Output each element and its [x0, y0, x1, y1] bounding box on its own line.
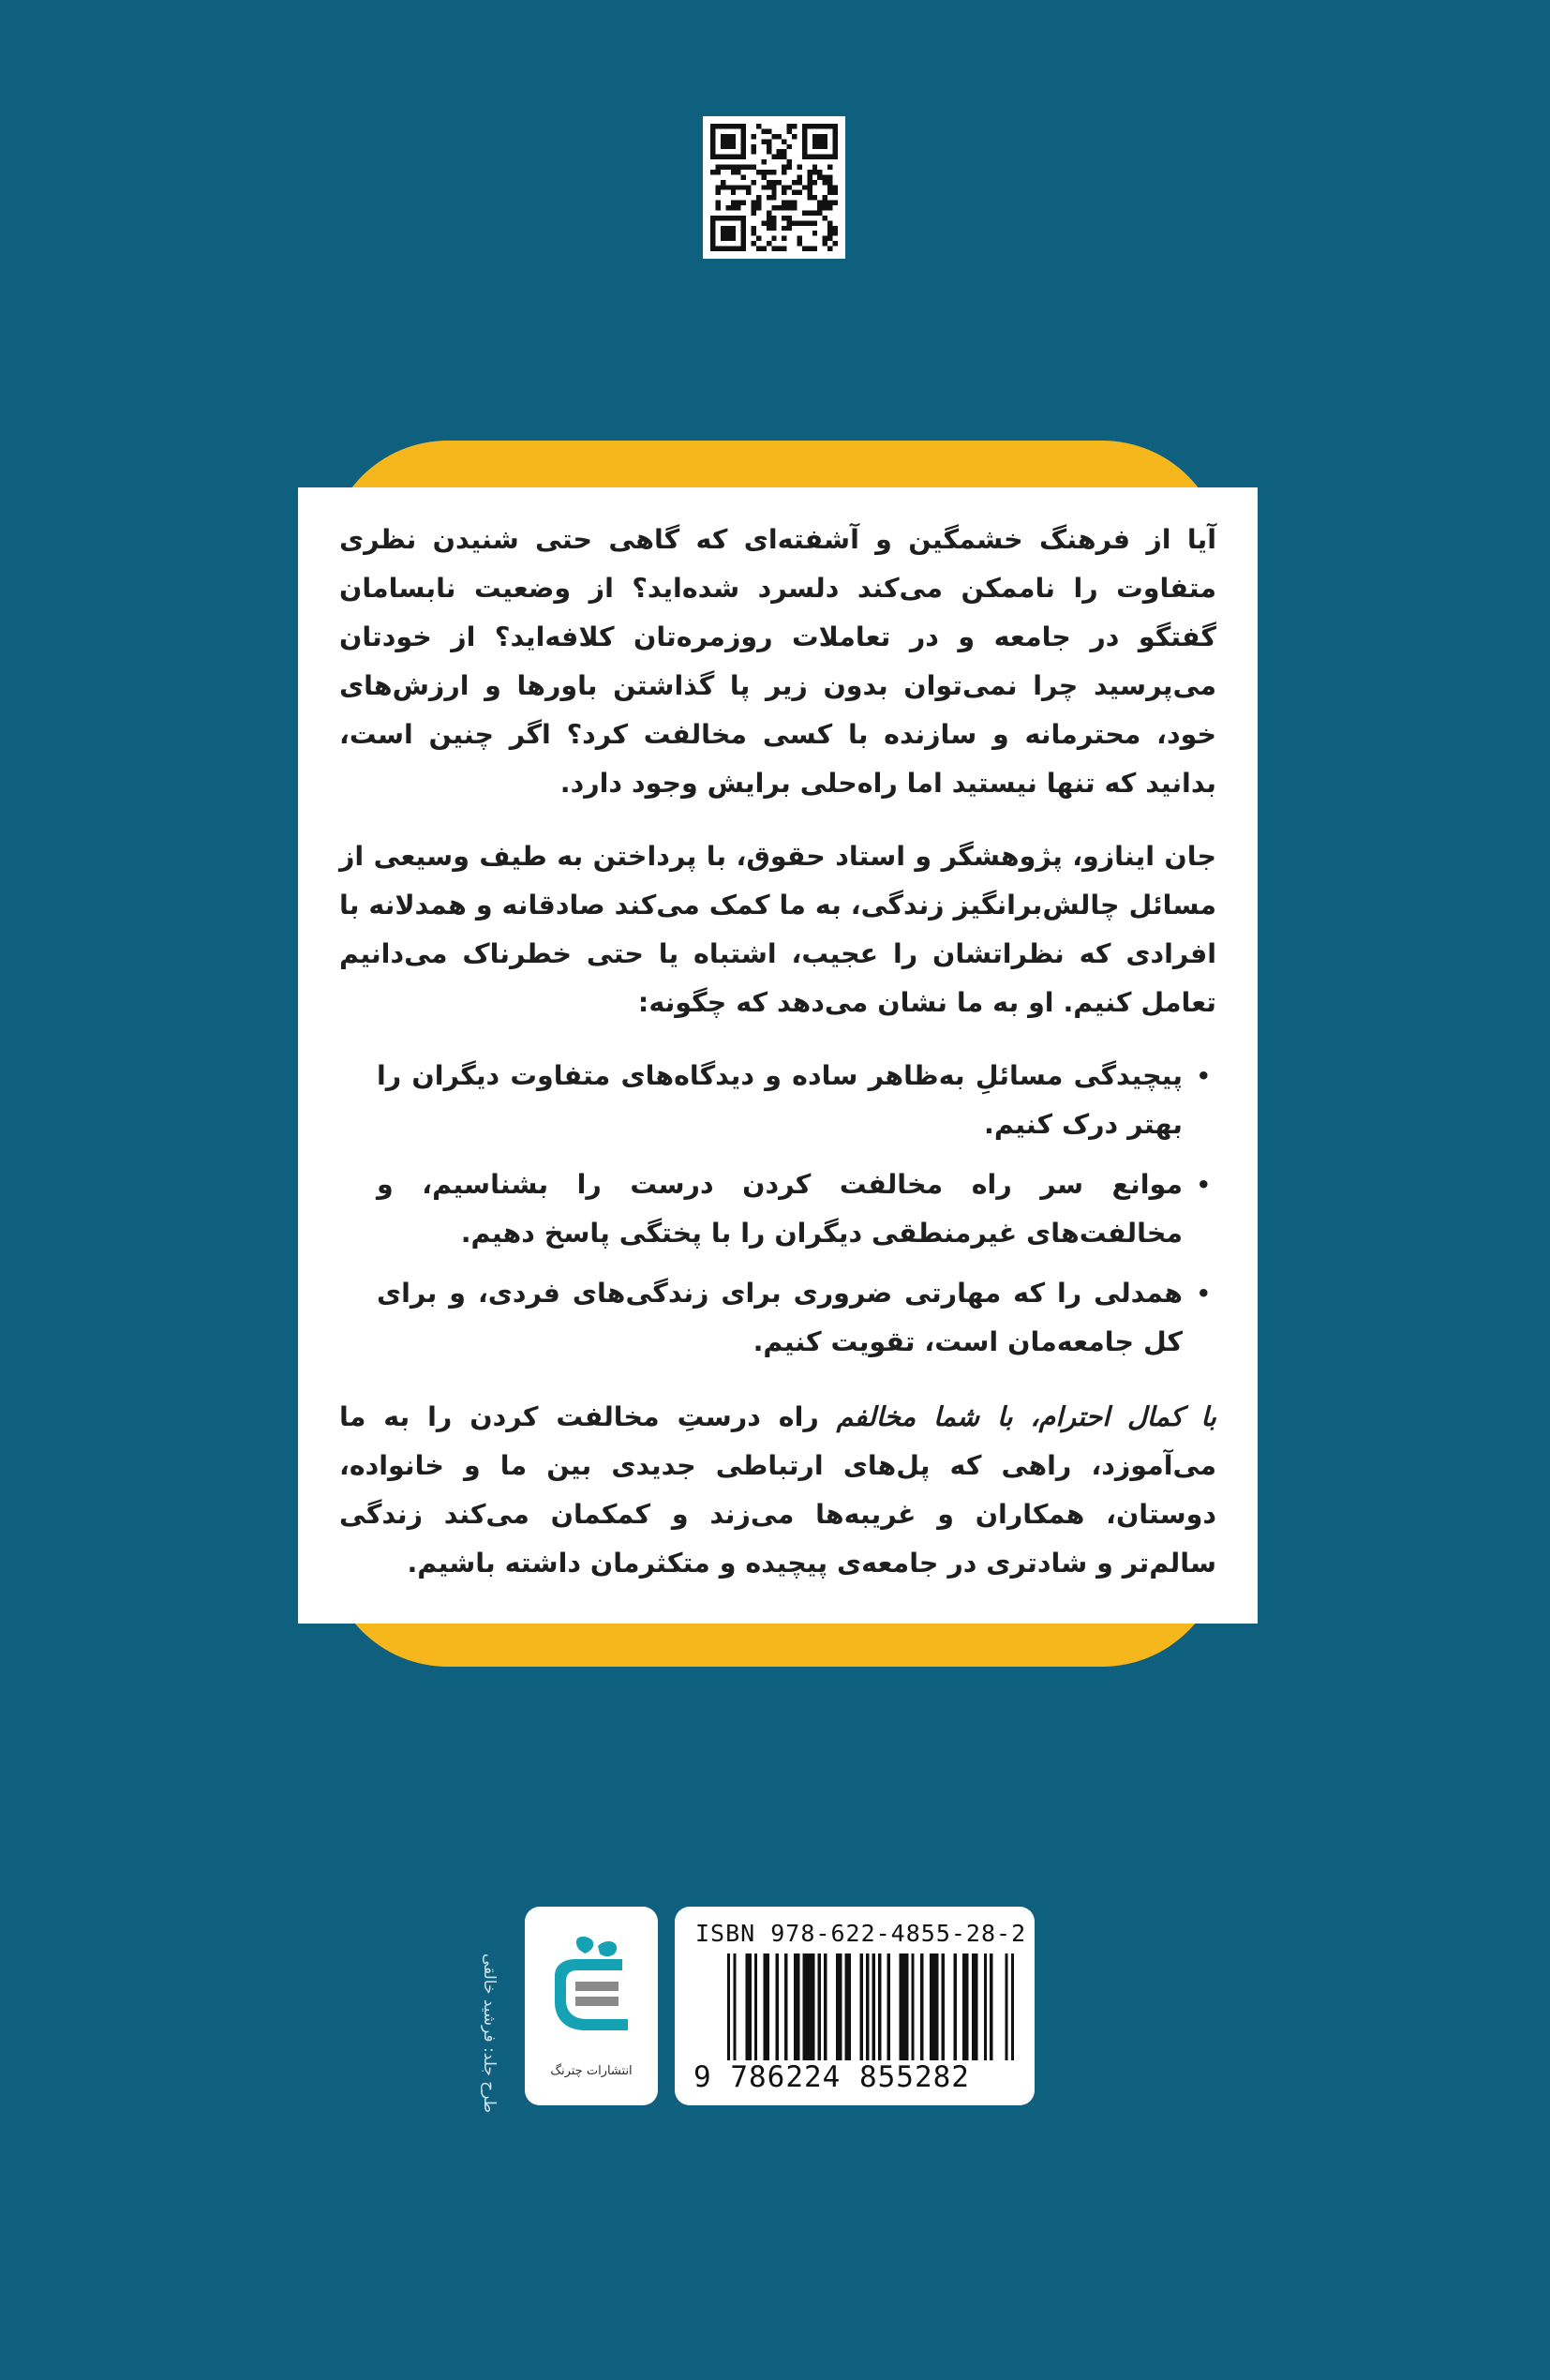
benefit-list — [339, 1052, 1216, 1367]
book-title-inline: با کمال احترام، با شما مخالفم — [836, 1401, 1216, 1432]
cover-design-credit-text: طرح جلد: فرشید خالقی — [480, 1953, 499, 2114]
description-paragraph-3 — [339, 1393, 1216, 1588]
description-paragraph-1: آیا از فرهنگ خشمگین و آشفته‌ای که گاهی حتی شنیدن نظری متفاوت را ناممکن می‌کند دلسرد شده‌اید؟ از وضعیت نابسامان گفتگو در جامعه و در تعاملات روزمره‌تان کلافه‌اید؟ از خودتان می‌پرسید چرا نمی‌توان بدون زیر پا گذاشتن باورها و ارزش‌های خود، محترمانه و سازنده با کسی مخالفت کرد؟ اگر چنین است، بدانید که تنها نیستید اما راه‌حلی برایش وجود دارد. — [339, 524, 1216, 799]
bullet-icon: • — [1196, 1063, 1211, 1089]
qr-code-icon — [710, 124, 838, 251]
bullet-icon: • — [1196, 1172, 1211, 1198]
publisher-logo-box — [525, 1907, 658, 2105]
barcode-icon — [727, 1953, 1014, 2060]
list-item: • موانع سر راه مخالفت کردن درست را بشناسیم، و مخالفت‌های غیرمنطقی دیگران را با پختگی پاسخ دهیم. — [339, 1160, 1216, 1258]
list-item: • همدلی را که مهارتی ضروری برای زندگی‌های فردی، و برای کل جامعه‌مان است، تقویت کنیم. — [339, 1269, 1216, 1367]
publisher-name: انتشارات چترنگ — [550, 2064, 633, 2078]
cover-design-credit — [478, 1925, 500, 2141]
publisher-logo-icon — [542, 1933, 641, 2045]
publisher-barcode-row — [525, 1907, 1035, 2105]
description-card — [298, 487, 1258, 1624]
list-item: • پیچیدگی مسائلِ به‌ظاهر ساده و دیدگاه‌های متفاوت دیگران را بهتر درک کنیم. — [339, 1052, 1216, 1149]
description-paragraph-2: جان اینازو، پژوهشگر و استاد حقوق، با پرداختن به طیف وسیعی از مسائل چالش‌برانگیز زندگی، به ما کمک می‌کند صادقانه و همدلانه با افرادی که نظراتشان را عجیب، اشتباه یا حتی خطرناک می‌دانیم تعامل کنیم. او به ما نشان می‌دهد که چگونه: — [339, 841, 1216, 1018]
bullet-icon: • — [1196, 1280, 1211, 1307]
barcode-digits: 9 786224 855282 — [693, 2060, 970, 2094]
qr-code — [703, 116, 845, 259]
isbn-barcode-box — [675, 1907, 1035, 2105]
isbn-label: ISBN 978-622-4855-28-2 — [695, 1920, 1027, 1947]
paragraph-3-text: راه درستِ مخالفت کردن را به ما می‌آموزد، راهی که پل‌های ارتباطی جدیدی بین ما و خانواده، دوستان، همکاران و غریبه‌ها می‌زند و کمکمان می‌کند زندگی سالم‌تر و شادتری در جامعه‌ی پیچیده و متکثرمان داشته باشیم. — [339, 1401, 1216, 1579]
